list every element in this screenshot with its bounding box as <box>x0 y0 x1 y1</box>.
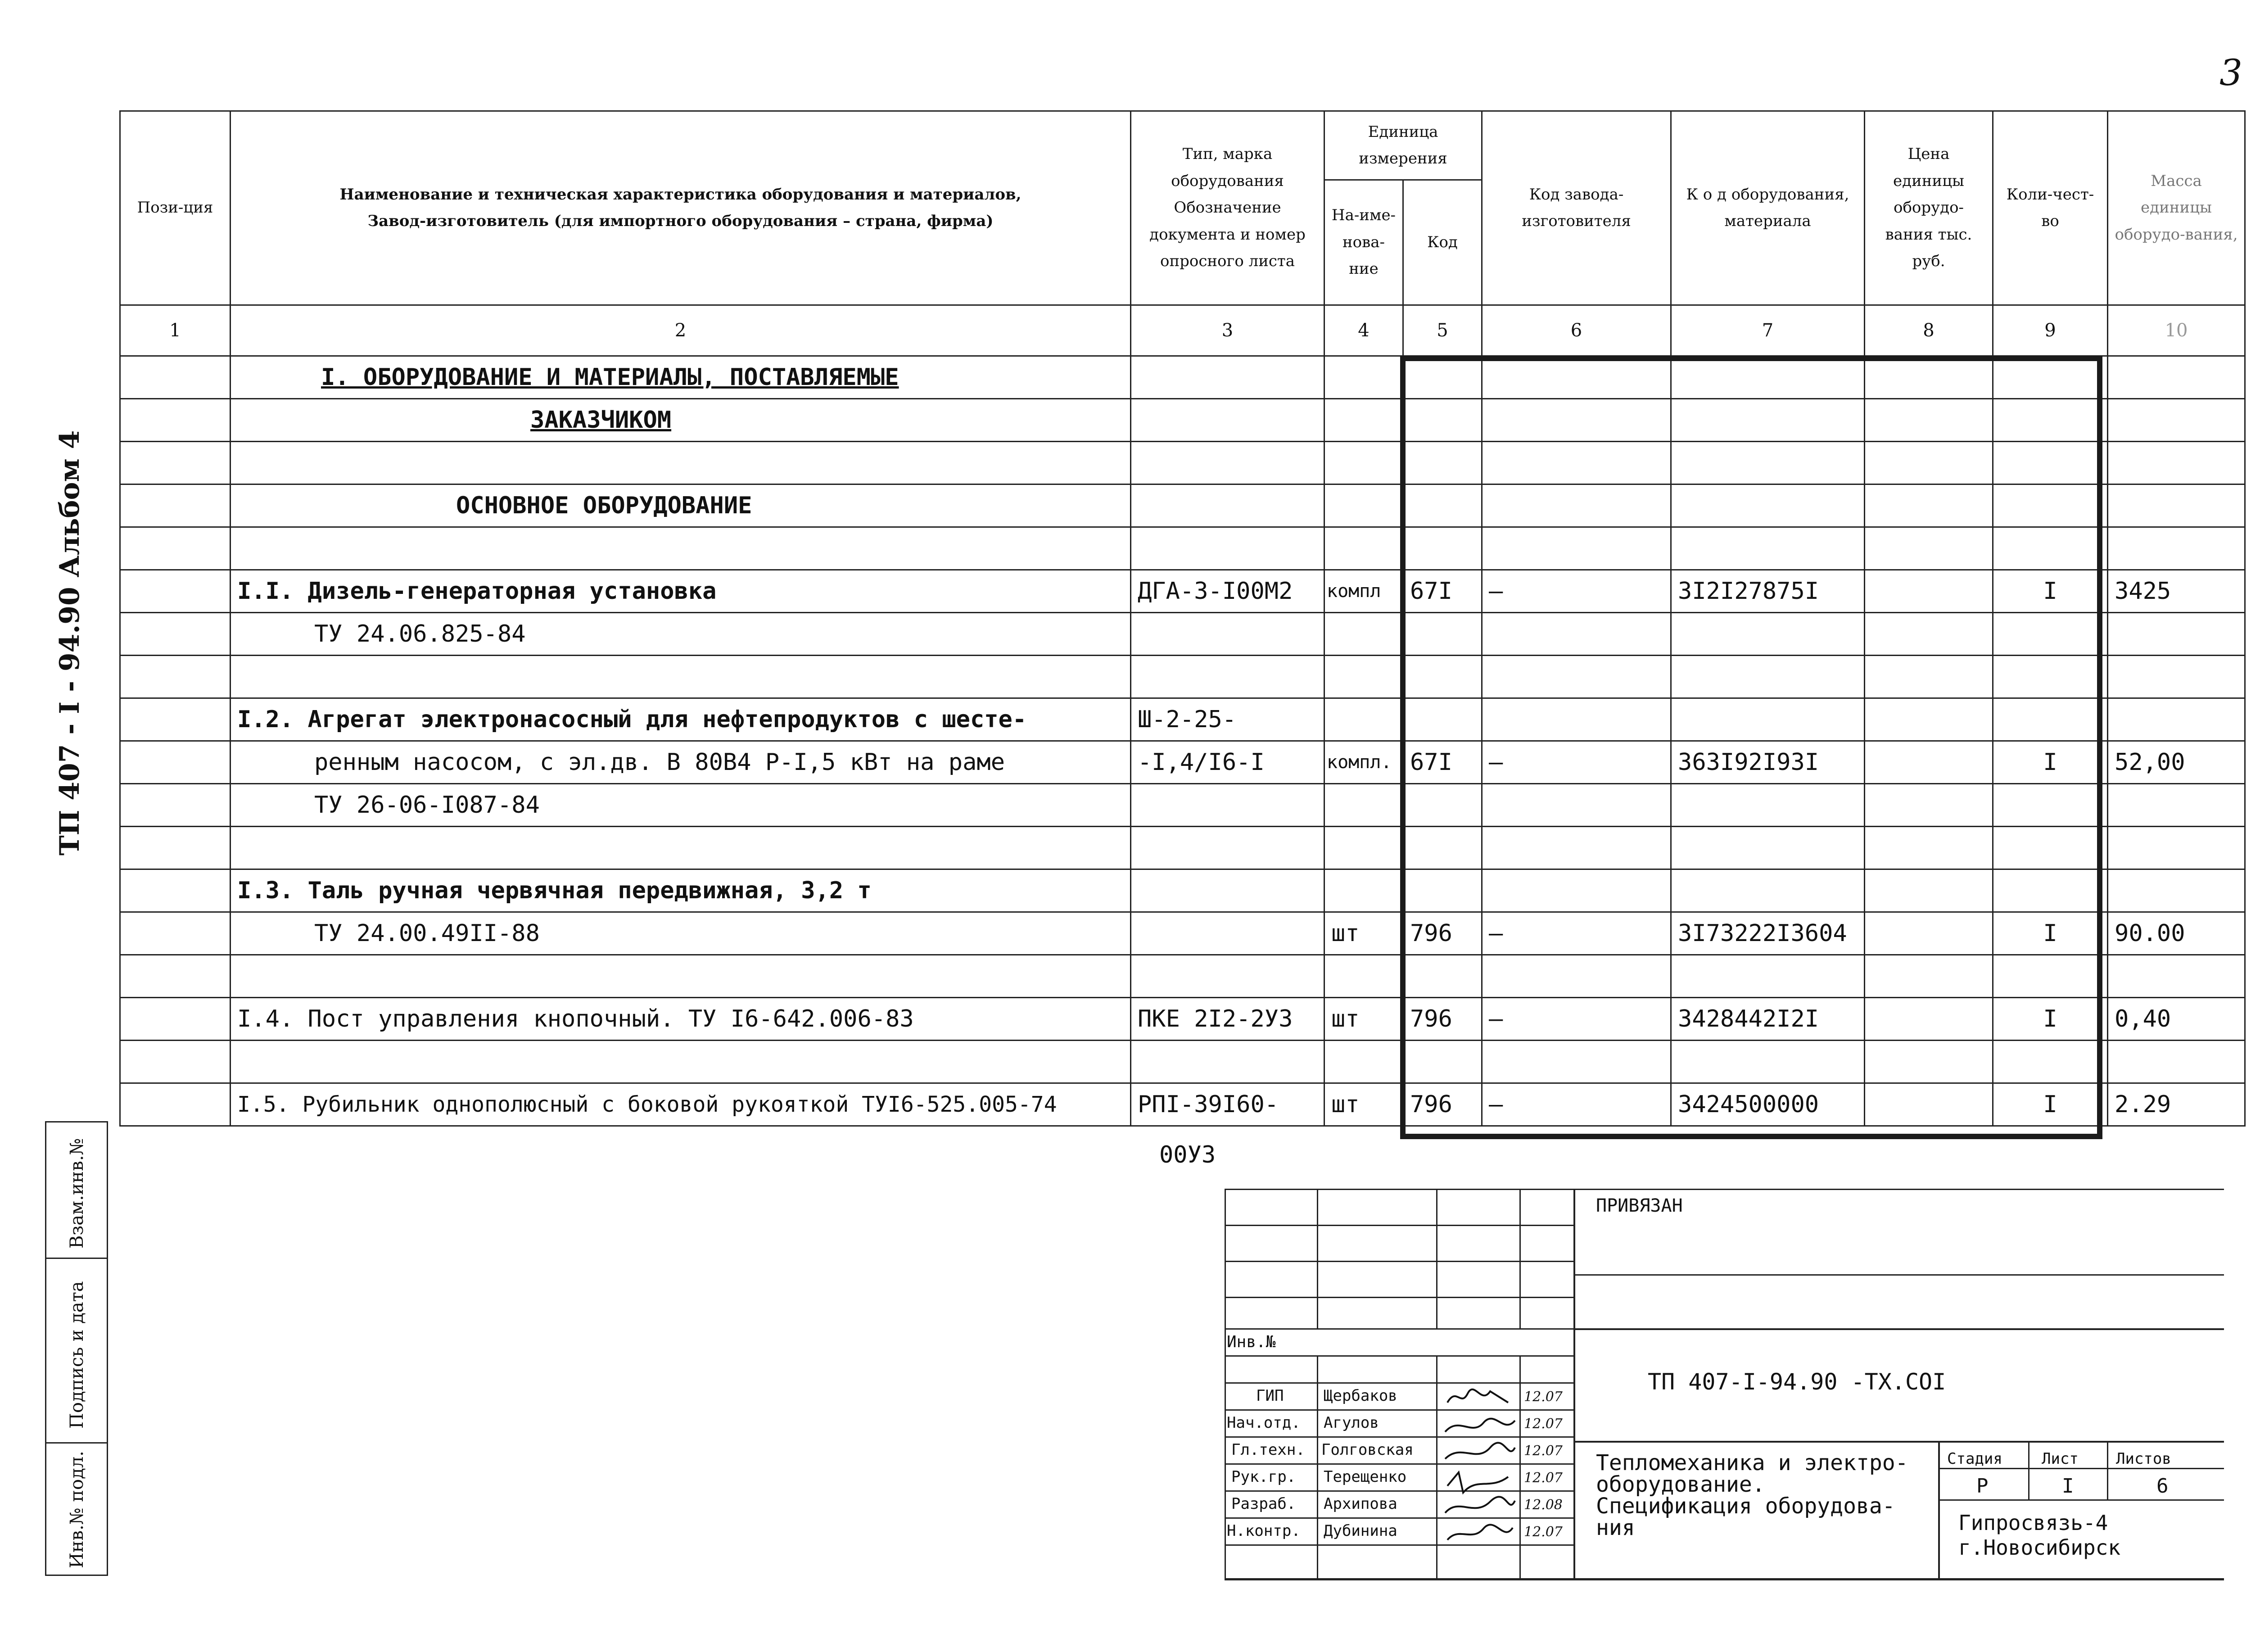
header-item-code: К о д оборудования, материала <box>1671 111 1865 305</box>
side-label: ТП 407 - I - 94.90 Альбом 4 <box>54 430 86 855</box>
col-num: 10 <box>2108 305 2245 356</box>
stamp-vzam: Взам.инв.№ <box>67 1138 87 1249</box>
table-row <box>120 827 2245 869</box>
page-number: 3 <box>2219 52 2242 94</box>
left-stamp <box>45 1121 108 1576</box>
item-code: 363I92I93I <box>1671 741 1865 784</box>
table-row <box>120 527 2245 570</box>
spec-table <box>119 110 2246 1127</box>
table-row <box>120 442 2245 484</box>
header-row <box>120 111 2245 180</box>
header-maker-code: Код завода-изготовителя <box>1482 111 1671 305</box>
col-num: 7 <box>1671 305 1865 356</box>
item-code: 3428442I2I <box>1671 998 1865 1041</box>
table-row <box>120 570 2245 613</box>
item-qty: I <box>1993 570 2108 613</box>
col-num: 3 <box>1131 305 1324 356</box>
item-maker: – <box>1482 1083 1671 1126</box>
stamp-signature-date: Подпись и дата <box>67 1281 87 1429</box>
item-code: 3I73222I3604 <box>1671 912 1865 955</box>
staff-date: 12.07 <box>1524 1389 1563 1405</box>
sheets-value: 6 <box>2156 1475 2169 1498</box>
item-type: ПКЕ 2I2-2У3 <box>1131 998 1324 1041</box>
table-row <box>120 484 2245 527</box>
staff-name: Дубинина <box>1324 1522 1397 1540</box>
item-name: I.3. Таль ручная червячная передвижная, 3,2 т <box>231 869 1131 912</box>
subsection-title: ОСНОВНОЕ ОБОРУДОВАНИЕ <box>456 492 752 519</box>
header-type: Тип, марка оборудования Обозначение документа и номер опросного листа <box>1131 111 1324 305</box>
staff-name: Голговская <box>1321 1441 1414 1459</box>
item-qty: I <box>1993 998 2108 1041</box>
item-unit: шт <box>1324 912 1403 955</box>
privyazan-label: ПРИВЯЗАН <box>1596 1195 1683 1216</box>
col-num: 4 <box>1324 305 1403 356</box>
header-name-line1: Наименование и техническая характеристика оборудования и материалов, <box>339 185 1022 204</box>
staff-date: 12.07 <box>1524 1443 1563 1459</box>
header-price: Цена единицы оборудо-вания тыс. руб. <box>1865 111 1993 305</box>
staff-name: Терещенко <box>1324 1468 1407 1486</box>
item-unit-code: 796 <box>1403 1083 1482 1126</box>
table-row <box>120 998 2245 1041</box>
table-row <box>120 955 2245 998</box>
header-unit-code: Код <box>1403 180 1482 305</box>
staff-role: Нач.отд. <box>1227 1414 1301 1432</box>
header-name-line2: Завод-изготовитель (для импортного оборудования – страна, фирма) <box>367 212 994 230</box>
staff-date: 12.07 <box>1524 1524 1563 1540</box>
item-maker: – <box>1482 912 1671 955</box>
item-code: 3424500000 <box>1671 1083 1865 1126</box>
item-unit: шт <box>1324 1083 1403 1126</box>
item-mass: 52,00 <box>2108 741 2245 784</box>
stamp-inv-original: Инв.№ подл. <box>67 1451 87 1568</box>
header-mass: Масса единицы оборудо-вания, <box>2108 111 2245 305</box>
staff-name: Архипова <box>1324 1495 1397 1513</box>
table-row <box>120 1041 2245 1083</box>
item-unit-code: 796 <box>1403 998 1482 1041</box>
table-row <box>120 912 2245 955</box>
item-unit-code: 796 <box>1403 912 1482 955</box>
column-number-row <box>120 305 2245 356</box>
organization-name: Гипросвязь-4 <box>1958 1511 2108 1535</box>
staff-role: Рук.гр. <box>1231 1468 1296 1486</box>
item-type: -I,4/I6-I <box>1131 741 1324 784</box>
stage-value: Р <box>1976 1475 1989 1498</box>
item-type: Ш-2-25- <box>1131 698 1324 741</box>
sheet-label: Лист <box>2042 1450 2079 1468</box>
item-name: ренным насосом, с эл.дв. В 80В4 Р-I,5 кВт на раме <box>231 741 1131 784</box>
item-unit: шт <box>1324 998 1403 1041</box>
item-maker: – <box>1482 998 1671 1041</box>
item-maker: – <box>1482 741 1671 784</box>
item-mass: 0,40 <box>2108 998 2245 1041</box>
item-mass: 90.00 <box>2108 912 2245 955</box>
signatures <box>1441 1385 1519 1578</box>
item-name: ТУ 26-06-I087-84 <box>231 784 1131 827</box>
item-unit-code: 67I <box>1403 570 1482 613</box>
item-unit-code: 67I <box>1403 741 1482 784</box>
staff-role: ГИП <box>1256 1387 1284 1405</box>
stage-label: Стадия <box>1947 1450 2002 1468</box>
header-qty: Коли-чест-во <box>1993 111 2108 305</box>
organization-city: г.Новосибирск <box>1958 1535 2121 1560</box>
item-qty: I <box>1993 1083 2108 1126</box>
item-type: ДГА-3-I00M2 <box>1131 570 1324 613</box>
col-num: 5 <box>1403 305 1482 356</box>
staff-date: 12.08 <box>1524 1497 1563 1513</box>
table-row <box>120 356 2245 399</box>
item-name: I.I. Дизель-генераторная установка <box>231 570 1131 613</box>
table-row <box>120 741 2245 784</box>
header-unit-name: На-име-нова-ние <box>1324 180 1403 305</box>
sheets-label: Листов <box>2116 1450 2171 1468</box>
document-code: ТП 407-I-94.90 -ТХ.СОI <box>1648 1369 1946 1395</box>
staff-role: Н.контр. <box>1227 1522 1301 1540</box>
table-row <box>120 613 2245 656</box>
item-maker: – <box>1482 570 1671 613</box>
header-unit: Единица измерения <box>1324 111 1482 180</box>
header-position: Пози-ция <box>120 111 231 305</box>
item-name: I.4. Пост управления кнопочный. ТУ I6-642.006-83 <box>231 998 1131 1041</box>
table-row <box>120 399 2245 442</box>
item-unit: компл. <box>1324 741 1403 784</box>
item-name: I.2. Агрегат электронасосный для нефтепродуктов с шесте- <box>231 698 1131 741</box>
sheet-value: I <box>2062 1475 2074 1498</box>
col-num: 9 <box>1993 305 2108 356</box>
inv-number-label: Инв.№ <box>1227 1333 1276 1351</box>
item-type: РПI-39I60- <box>1131 1083 1324 1126</box>
item-name: I.5. Рубильник однополюсный с боковой рукояткой ТУI6-525.005-74 <box>231 1083 1131 1126</box>
staff-name: Агулов <box>1324 1414 1379 1432</box>
section-title-2: ЗАКАЗЧИКОМ <box>530 407 672 434</box>
table-row <box>120 698 2245 741</box>
staff-name: Щербаков <box>1324 1387 1397 1405</box>
section-title-1: I. ОБОРУДОВАНИЕ И МАТЕРИАЛЫ, ПОСТАВЛЯЕМЫЕ <box>321 364 899 391</box>
staff-date: 12.07 <box>1524 1416 1563 1432</box>
item-code: 3I2I27875I <box>1671 570 1865 613</box>
item-qty: I <box>1993 741 2108 784</box>
col-num: 6 <box>1482 305 1671 356</box>
col-num: 1 <box>120 305 231 356</box>
staff-date: 12.07 <box>1524 1470 1563 1486</box>
table-row <box>120 656 2245 698</box>
type-continuation: 00У3 <box>1159 1141 1216 1168</box>
item-name: ТУ 24.06.825-84 <box>231 613 1131 656</box>
staff-role: Гл.техн. <box>1231 1441 1305 1459</box>
item-mass: 2.29 <box>2108 1083 2245 1126</box>
col-num: 2 <box>231 305 1131 356</box>
table-row <box>120 869 2245 912</box>
item-qty: I <box>1993 912 2108 955</box>
item-name: ТУ 24.00.49II-88 <box>231 912 1131 955</box>
table-row <box>120 1083 2245 1126</box>
item-unit: компл <box>1324 570 1403 613</box>
col-num: 8 <box>1865 305 1993 356</box>
header-name <box>231 111 1131 305</box>
table-row <box>120 784 2245 827</box>
document-title: Тепломеханика и электро- оборудование. Спецификация оборудова- ния <box>1596 1450 1908 1540</box>
staff-role: Разраб. <box>1231 1495 1296 1513</box>
item-mass: 3425 <box>2108 570 2245 613</box>
